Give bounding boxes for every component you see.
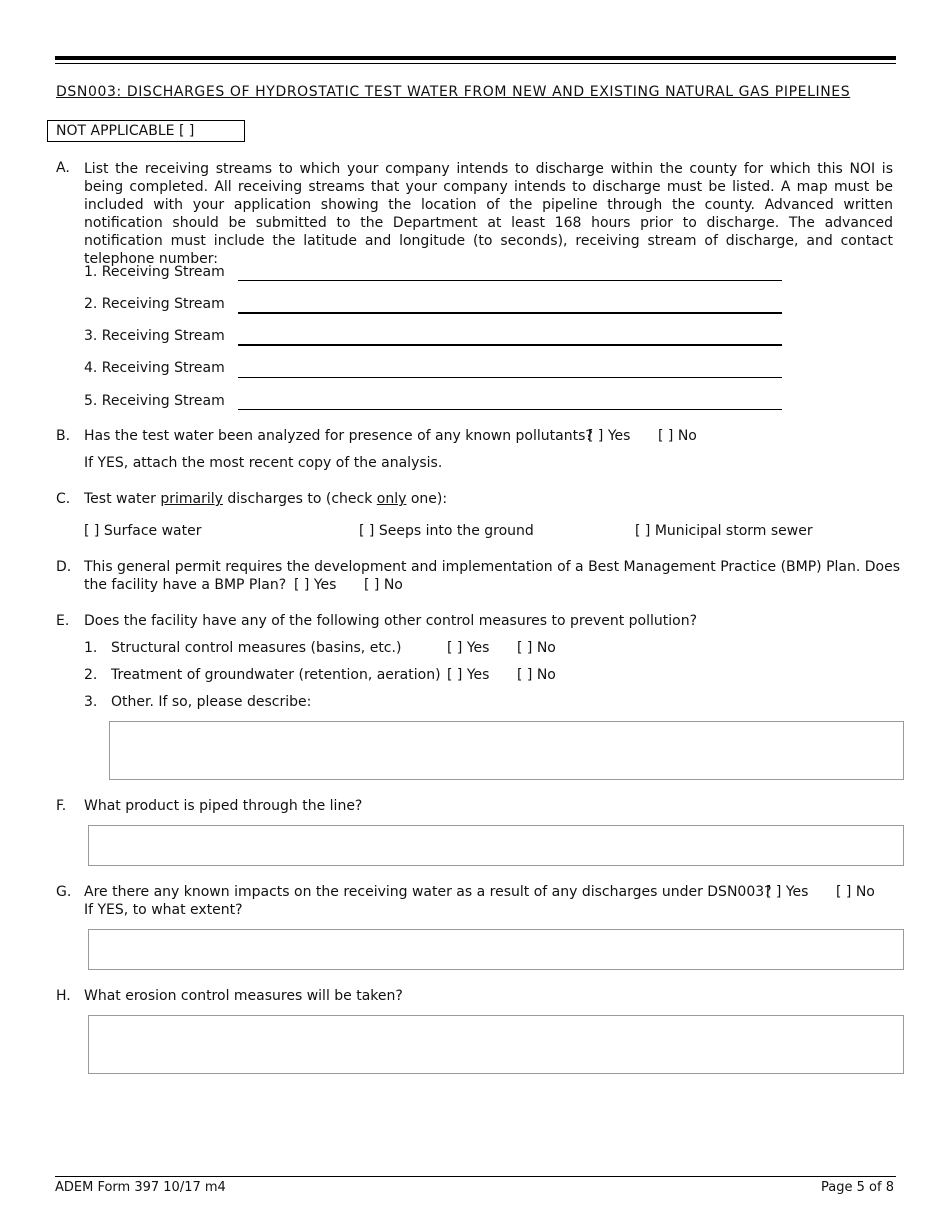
impacts-extent-textarea[interactable] (88, 929, 904, 970)
section-g-yes-checkbox[interactable]: [ ] Yes (766, 884, 809, 900)
footer-rule (55, 1176, 896, 1177)
section-d-line1: This general permit requires the development and implementation of a Best Management Practice (BMP) Plan. Does (84, 559, 901, 575)
erosion-control-textarea[interactable] (88, 1015, 904, 1074)
section-f-letter: F. (56, 798, 67, 814)
header-thin-rule (55, 63, 896, 64)
section-a-text: List the receiving streams to which your company intends to discharge within the county for which this NOI is being completed. All receiving streams that your company intends to discharge must be listed. A map must be included with your application showing the location of the pipeline through the county. Advanced written notification should be submitted to the Department at least 168 hours prior to discharge. The advanced notification must include the latitude and longitude (to seconds), receiving stream of discharge, and contact telephone number: (84, 161, 893, 267)
page-title: DSN003: DISCHARGES OF HYDROSTATIC TEST WATER FROM NEW AND EXISTING NATURAL GAS PIPELINES (56, 84, 851, 100)
section-d-letter: D. (56, 559, 72, 575)
section-h-letter: H. (56, 988, 71, 1004)
section-e-item-1-num: 1. (84, 640, 98, 656)
section-e-item-2-yes-checkbox[interactable]: [ ] Yes (447, 667, 490, 683)
section-b-question: Has the test water been analyzed for presence of any known pollutants? (84, 428, 593, 444)
footer-form-id: ADEM Form 397 10/17 m4 (55, 1180, 226, 1195)
section-b-note: If YES, attach the most recent copy of the analysis. (84, 455, 443, 471)
section-f-question: What product is piped through the line? (84, 798, 363, 814)
section-d-no-checkbox[interactable]: [ ] No (364, 577, 403, 593)
section-c-question (84, 491, 447, 507)
section-g-followup: If YES, to what extent? (84, 902, 243, 918)
section-b-letter: B. (56, 428, 71, 444)
receiving-stream-input-5[interactable] (238, 409, 782, 410)
receiving-stream-label-2: 2. Receiving Stream (84, 296, 225, 312)
section-c-q-only: only (376, 491, 407, 507)
seeps-ground-checkbox[interactable]: [ ] Seeps into the ground (359, 523, 534, 539)
surface-water-checkbox[interactable]: [ ] Surface water (84, 523, 202, 539)
not-applicable-checkbox[interactable]: NOT APPLICABLE [ ] (47, 120, 245, 142)
receiving-stream-label-5: 5. Receiving Stream (84, 393, 225, 409)
receiving-stream-input-2[interactable] (238, 312, 782, 314)
section-c-q-mid: discharges to (check (222, 491, 377, 507)
section-b-no-checkbox[interactable]: [ ] No (658, 428, 697, 444)
section-g-question: Are there any known impacts on the receiving water as a result of any discharges under DSN003? (84, 884, 772, 900)
section-b-yes-checkbox[interactable]: [ ] Yes (588, 428, 631, 444)
section-d-yes-checkbox[interactable]: [ ] Yes (294, 577, 337, 593)
receiving-stream-input-4[interactable] (238, 377, 782, 378)
section-e-item-3-num: 3. (84, 694, 98, 710)
section-d-line2: the facility have a BMP Plan? (84, 577, 287, 593)
section-a-letter: A. (56, 160, 70, 176)
section-e-item-2-no-checkbox[interactable]: [ ] No (517, 667, 556, 683)
other-measures-textarea[interactable] (109, 721, 904, 780)
section-g-no-checkbox[interactable]: [ ] No (836, 884, 875, 900)
receiving-stream-label-4: 4. Receiving Stream (84, 360, 225, 376)
section-c-q-end: one): (406, 491, 448, 507)
section-h-question: What erosion control measures will be taken? (84, 988, 403, 1004)
section-e-item-1-no-checkbox[interactable]: [ ] No (517, 640, 556, 656)
section-e-item-3-label: Other. If so, please describe: (111, 694, 312, 710)
receiving-stream-label-1: 1. Receiving Stream (84, 264, 225, 280)
section-g-letter: G. (56, 884, 72, 900)
receiving-stream-label-3: 3. Receiving Stream (84, 328, 225, 344)
section-c-letter: C. (56, 491, 71, 507)
receiving-stream-input-3[interactable] (238, 344, 782, 346)
section-e-letter: E. (56, 613, 70, 629)
section-e-item-2-label: Treatment of groundwater (retention, aeration) (111, 667, 441, 683)
section-e-item-2-num: 2. (84, 667, 98, 683)
municipal-storm-sewer-checkbox[interactable]: [ ] Municipal storm sewer (635, 523, 813, 539)
section-e-question: Does the facility have any of the following other control measures to prevent pollution? (84, 613, 698, 629)
footer-page-number: Page 5 of 8 (821, 1180, 894, 1195)
section-c-q-primarily: primarily (160, 491, 223, 507)
section-e-item-1-yes-checkbox[interactable]: [ ] Yes (447, 640, 490, 656)
product-piped-textarea[interactable] (88, 825, 904, 866)
section-c-q-start: Test water (84, 491, 161, 507)
header-thick-rule (55, 56, 896, 60)
section-e-item-1-label: Structural control measures (basins, etc.) (111, 640, 402, 656)
receiving-stream-input-1[interactable] (238, 280, 782, 281)
